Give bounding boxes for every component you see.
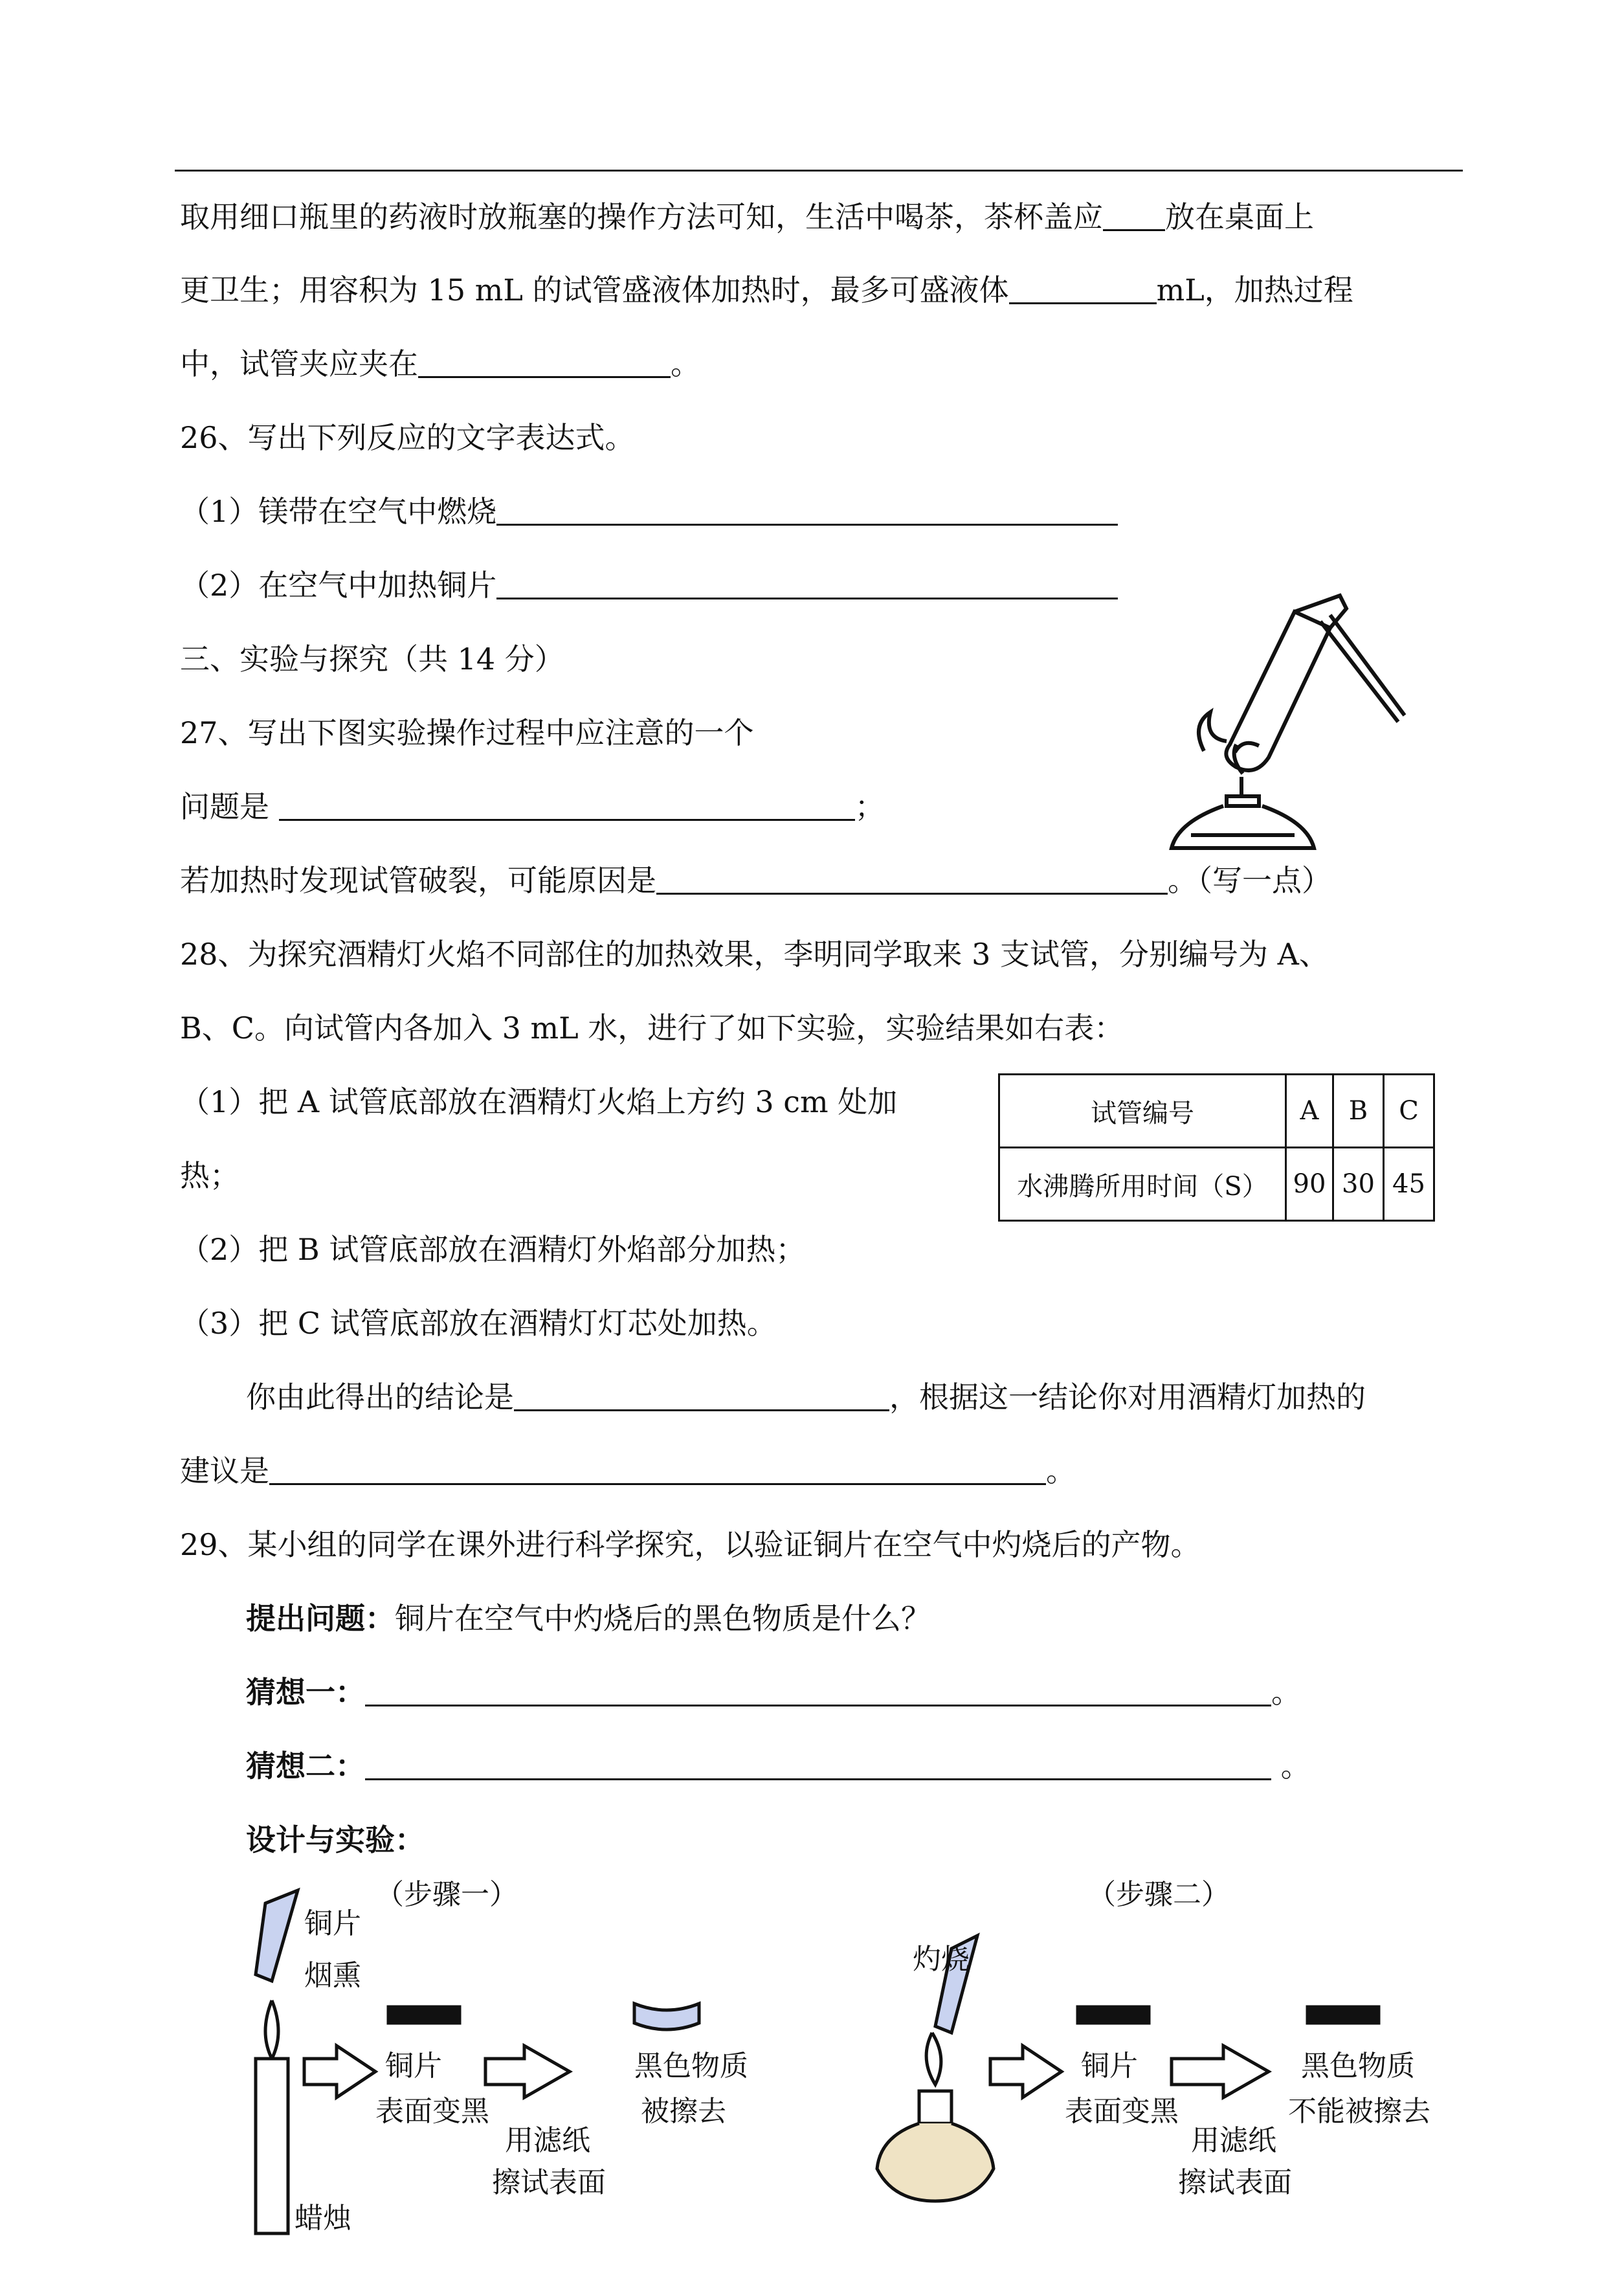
burn-label: 灼烧 [913, 1943, 970, 1976]
heating-test-tube-figure [1165, 583, 1424, 855]
question-29-guess-1: 猜想一： 。 [246, 1675, 1301, 1710]
answer-blank[interactable] [496, 493, 1118, 526]
answer-blank[interactable] [418, 345, 671, 378]
table-value-a: 90 [1286, 1148, 1333, 1221]
question-28-1a: （1）把 A 试管底部放在酒精灯火焰上方约 3 cm 处加 [180, 1084, 898, 1119]
step2-blackened-2: 表面变黑 [1065, 2095, 1179, 2128]
experiment-steps-figure [246, 1864, 1463, 2253]
header-rule [175, 170, 1463, 172]
step2-result-1: 黑色物质 [1301, 2050, 1415, 2083]
answer-blank[interactable] [269, 1452, 1046, 1485]
question-26-1: （1）镁带在空气中燃烧 [180, 492, 1118, 531]
step1-result-2: 被擦去 [641, 2095, 726, 2128]
question-28-conclusion: 你由此得出的结论是 ，根据这一结论你对用酒精灯加热的 [246, 1380, 1366, 1415]
line-3: 中，试管夹应夹在 。 [180, 346, 700, 381]
question-29: 29、某小组的同学在课外进行科学探究，以验证铜片在空气中灼烧后的产物。 [180, 1527, 1201, 1562]
step2-blackened-1: 铜片 [1081, 2050, 1138, 2083]
question-27-c: 若加热时发现试管破裂，可能原因是 。（写一点） [180, 863, 1331, 898]
step-one-label: （步骤一） [375, 1878, 518, 1911]
table-row [999, 1075, 1434, 1148]
question-29-design: 设计与实验： [246, 1822, 425, 1857]
answer-blank[interactable] [514, 1378, 889, 1411]
line-1: 取用细口瓶里的药液时放瓶塞的操作方法可知，生活中喝茶，茶杯盖应 放在桌面上 [180, 199, 1314, 234]
question-28-suggestion: 建议是 。 [180, 1453, 1076, 1488]
boiling-time-table [998, 1073, 1435, 1222]
section-3-title: 三、实验与探究（共 14 分） [180, 642, 564, 677]
question-27-b: 问题是 ； [180, 789, 885, 824]
step1-wipe-1: 用滤纸 [505, 2124, 590, 2157]
question-27: 27、写出下图实验操作过程中应注意的一个 [180, 715, 754, 750]
step2-wipe-1: 用滤纸 [1191, 2124, 1276, 2157]
step1-blackened-2: 表面变黑 [375, 2095, 489, 2128]
answer-blank[interactable] [365, 1673, 1271, 1706]
question-28-1b: 热； [180, 1158, 239, 1193]
question-29-guess-2: 猜想二： 。 [246, 1749, 1311, 1784]
answer-blank[interactable] [1103, 198, 1165, 231]
answer-blank[interactable] [365, 1747, 1271, 1780]
question-28-2: （2）把 B 试管底部放在酒精灯外焰部分加热； [180, 1232, 806, 1267]
copper-label: 铜片 [304, 1907, 361, 1940]
table-header-label: 试管编号 [999, 1075, 1286, 1148]
candle-label: 蜡烛 [295, 2202, 351, 2235]
step-two-label: （步骤二） [1087, 1878, 1230, 1911]
step1-result-1: 黑色物质 [634, 2050, 748, 2083]
step2-result-2: 不能被擦去 [1288, 2095, 1430, 2128]
step2-wipe-2: 擦试表面 [1178, 2166, 1292, 2199]
question-28-a: 28、为探究酒精灯火焰不同部住的加热效果，李明同学取来 3 支试管，分别编号为 A、 [180, 937, 1329, 972]
question-26-2: （2）在空气中加热铜片 [180, 566, 1118, 605]
table-row [999, 1148, 1434, 1221]
question-26: 26、写出下列反应的文字表达式。 [180, 420, 635, 455]
step1-wipe-2: 擦试表面 [492, 2166, 606, 2199]
table-header-b: B [1333, 1075, 1384, 1148]
smoke-label: 烟熏 [304, 1959, 361, 1992]
table-value-c: 45 [1384, 1148, 1434, 1221]
question-28-3: （3）把 C 试管底部放在酒精灯灯芯处加热。 [180, 1306, 777, 1341]
table-row-label: 水沸腾所用时间（S） [999, 1148, 1286, 1221]
answer-blank[interactable] [656, 862, 1168, 895]
answer-blank[interactable] [279, 788, 855, 821]
answer-blank[interactable] [1009, 271, 1157, 304]
table-header-a: A [1286, 1075, 1333, 1148]
question-28-b: B、C。向试管内各加入 3 mL 水，进行了如下实验，实验结果如右表： [180, 1011, 1124, 1046]
table-value-b: 30 [1333, 1148, 1384, 1221]
table-header-c: C [1384, 1075, 1434, 1148]
line-2: 更卫生；用容积为 15 mL 的试管盛液体加热时，最多可盛液体 mL，加热过程 [180, 273, 1353, 308]
question-29-ask: 提出问题：铜片在空气中灼烧后的黑色物质是什么？ [246, 1601, 931, 1636]
step1-blackened-1: 铜片 [385, 2050, 442, 2083]
answer-blank[interactable] [496, 566, 1118, 599]
